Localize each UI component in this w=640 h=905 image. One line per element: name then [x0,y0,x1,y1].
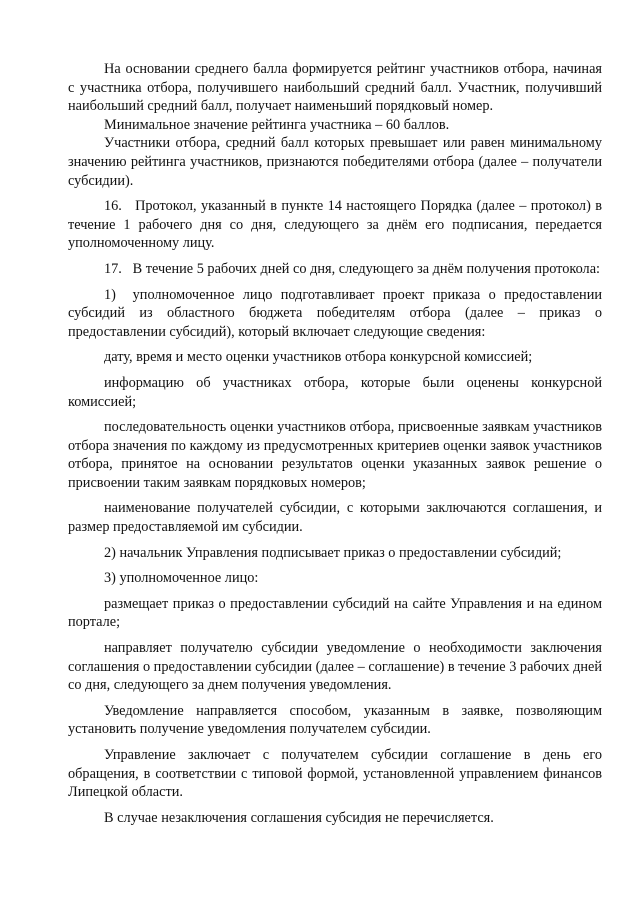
paragraph-publishes-order: размещает приказ о предоставлении субсидий на сайте Управления и на едином портале; [68,595,602,631]
paragraph-minimum-rating: Минимальное значение рейтинга участника – 60 баллов. [104,116,450,133]
paragraph-item-17: 17. В течение 5 рабочих дней со дня, следующего за днём получения протокола: [104,260,601,277]
document-page [68,60,602,827]
paragraph-subitem-3: 3) уполномоченное лицо: [104,570,259,587]
paragraph-date-time-place: дату, время и место оценки участников отбора конкурсной комиссией; [104,349,533,366]
paragraph-item-16: 16. Протокол, указанный в пункте 14 настоящего Порядка (далее – протокол) в течение 1 рабочего дня со дня, следующего за днём его подписания, передается уполномоченному лицу. [68,198,602,252]
paragraph-recipients-names: наименование получателей субсидии, с которыми заключаются соглашения, и размер предоставляемой им субсидии. [68,500,602,536]
paragraph-participants-info: информацию об участниках отбора, которые были оценены конкурсной комиссией; [68,374,602,410]
paragraph-notice-method: Уведомление направляется способом, указанным в заявке, позволяющим установить получение уведомления получателем субсидии. [68,702,602,738]
paragraph-evaluation-sequence: последовательность оценки участников отбора, присвоенные заявкам участников отбора значения по каждому из предусмотренных критериев оценки заявок участников отбора, принятое на основании результатов оценки указанных заявок решение о присвоении таким заявкам порядковых номеров; [68,419,602,491]
paragraph-winners: Участники отбора, средний балл которых превышает или равен минимальному значению рейтинга участников, признаются победителями отбора (далее – получатели субсидии). [68,135,602,189]
paragraph-subitem-2: 2) начальник Управления подписывает приказ о предоставлении субсидий; [104,544,562,561]
paragraph-no-agreement: В случае незаключения соглашения субсидия не перечисляется. [104,809,494,826]
paragraph-rating-formation: На основании среднего балла формируется рейтинг участников отбора, начиная с участника отбора, получившего наибольший средний балл. Участник, получивший наибольший средний балл, получает наименьший порядковый номер. [68,61,602,115]
paragraph-agreement-conclusion: Управление заключает с получателем субсидии соглашение в день его обращения, в соответствии с типовой формой, установленной управлением финансов Липецкой области. [68,747,602,801]
paragraph-subitem-1: 1) уполномоченное лицо подготавливает проект приказа о предоставлении субсидий из областного бюджета победителям отбора (далее – приказ о предоставлении субсидий), который включает следующие сведения: [68,286,602,340]
paragraph-sends-notice: направляет получателю субсидии уведомление о необходимости заключения соглашения о предоставлении субсидии (далее – соглашение) в течение 3 рабочих дней со дня, следующего за днем получения уведомления. [68,640,602,694]
